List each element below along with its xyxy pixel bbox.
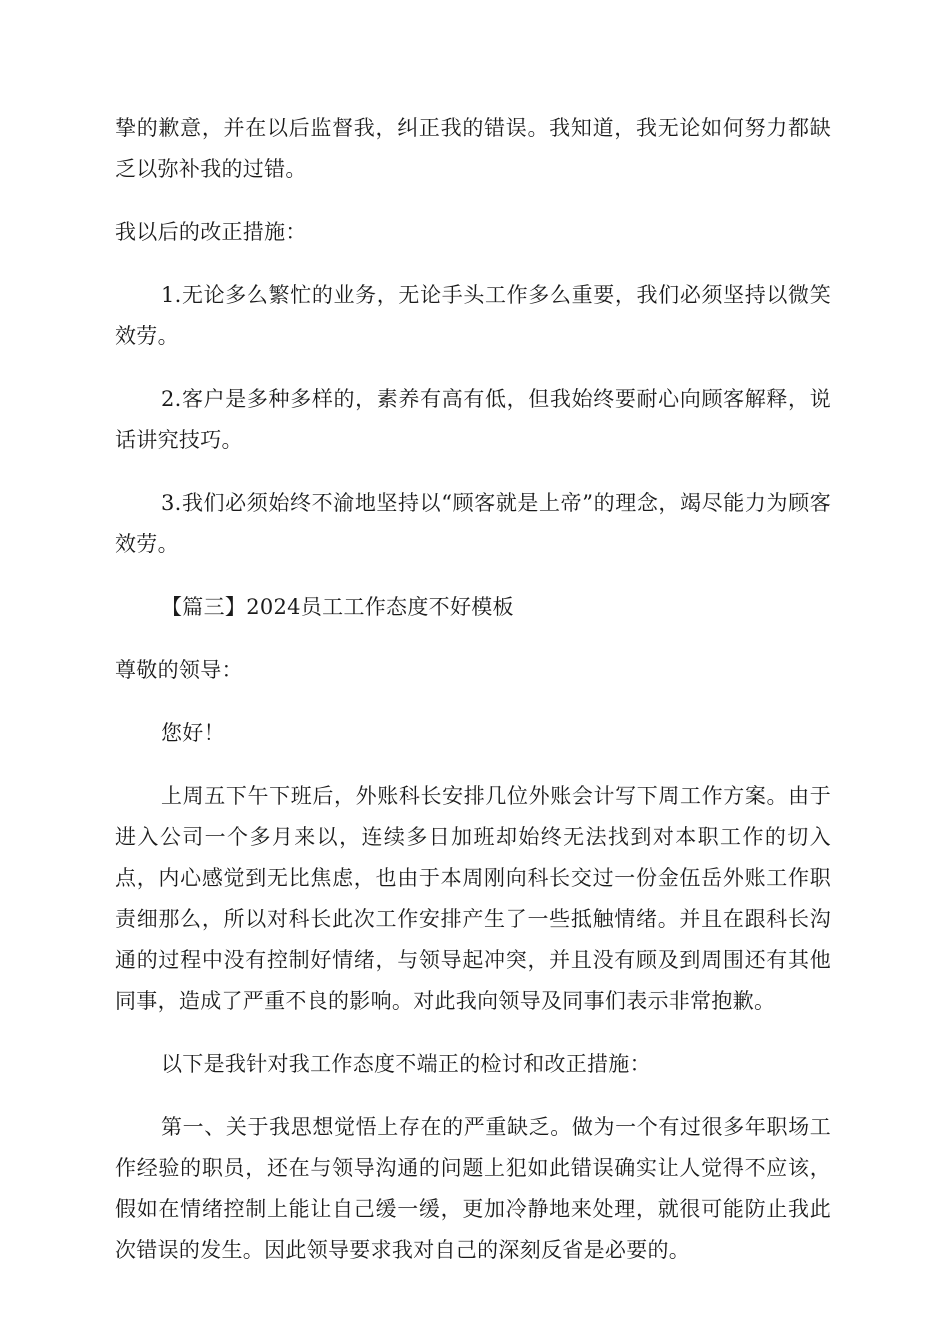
list-item-measure-1: 1.无论多么繁忙的业务，无论手头工作多么重要，我们必须坚持以微笑效劳。	[115, 283, 831, 348]
paragraph-first-point: 第一、关于我思想觉悟上存在的严重缺乏。做为一个有过很多年职场工作经验的职员，还在与领导沟通的问题上犯如此错误确实让人觉得不应该，假如在情绪控制上能让自己缓一缓，更加冷静地来处理，就很可能防止我此次错误的发生。因此领导要求我对自己的深刻反省是必要的。	[115, 1115, 831, 1262]
paragraph-apology-continued: 挚的歉意，并在以后监督我，纠正我的错误。我知道，我无论如何努力都缺乏以弥补我的过错。	[115, 116, 831, 181]
greeting: 您好！	[161, 721, 225, 745]
list-item-measure-2: 2.客户是多种多样的，素养有高有低，但我始终要耐心向顾客解释，说话讲究技巧。	[115, 387, 831, 452]
paragraph-measures-intro: 我以后的改正措施：	[115, 220, 307, 244]
paragraph-review-intro: 以下是我针对我工作态度不端正的检讨和改正措施：	[161, 1052, 651, 1076]
section-heading-part-three: 【篇三】2024员工工作态度不好模板	[161, 595, 514, 619]
salutation: 尊敬的领导：	[115, 658, 243, 682]
list-item-measure-3: 3.我们必须始终不渝地坚持以“顾客就是上帝”的理念，竭尽能力为顾客效劳。	[115, 491, 831, 556]
paragraph-incident: 上周五下午下班后，外账科长安排几位外账会计写下周工作方案。由于进入公司一个多月来以，连续多日加班却始终无法找到对本职工作的切入点，内心感觉到无比焦虑，也由于本周刚向科长交过一份金伍岳外账工作职责细那么，所以对科长此次工作安排产生了一些抵触情绪。并且在跟科长沟通的过程中没有控制好情绪，与领导起冲突，并且没有顾及到周围还有其他同事，造成了严重不良的影响。对此我向领导及同事们表示非常抱歉。	[115, 784, 831, 1013]
document-page	[115, 108, 831, 1293]
